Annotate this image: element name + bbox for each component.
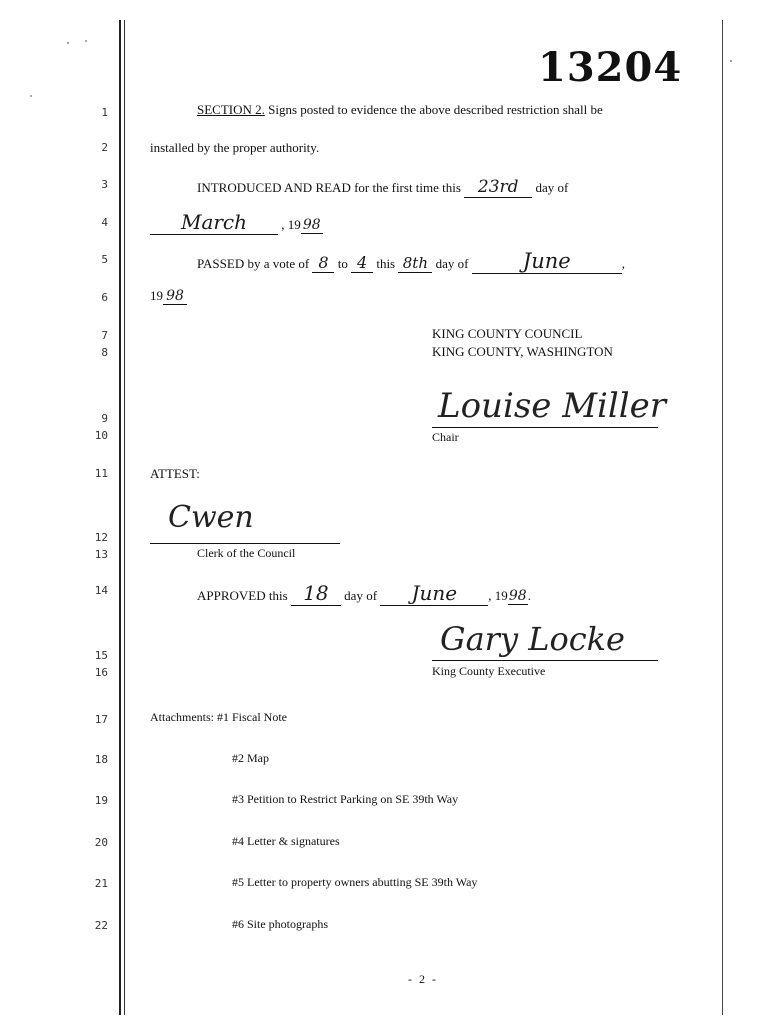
approved-period: .	[527, 588, 532, 603]
chair-title: Chair	[432, 430, 459, 444]
line-number: 19	[94, 794, 108, 807]
passed-month: June	[472, 249, 622, 274]
line-number: 1	[101, 106, 108, 119]
introduced-month-line	[150, 210, 323, 235]
approved-text: APPROVED this	[197, 588, 288, 603]
attest-label: ATTEST:	[150, 466, 200, 481]
attachment-item: #5 Letter to property owners abutting SE 39th Way	[232, 875, 478, 889]
approved-year-prefix: , 19	[488, 588, 508, 603]
passed-year-line	[150, 288, 187, 305]
line-number: 8	[101, 346, 108, 359]
section-heading: SECTION 2.	[197, 102, 265, 117]
introduced-year-prefix: , 19	[281, 217, 301, 232]
passed-line	[197, 249, 625, 274]
line-number: 6	[101, 291, 108, 304]
introduced-day-of: day of	[535, 180, 569, 195]
line-number: 5	[101, 253, 108, 266]
introduced-line	[197, 177, 568, 198]
passed-day: 8th	[398, 254, 432, 273]
vote-against: 4	[351, 253, 373, 273]
line-number: 16	[94, 666, 108, 679]
chair-signature: Louise Miller	[438, 386, 667, 426]
scan-speck	[85, 40, 87, 42]
council-location: KING COUNTY, WASHINGTON	[432, 344, 613, 359]
line-number: 10	[94, 429, 108, 442]
executive-signature: Gary Locke	[440, 620, 625, 658]
passed-this: this	[376, 256, 396, 271]
passed-comma: ,	[621, 256, 625, 271]
scan-speck	[30, 95, 32, 97]
passed-to: to	[337, 256, 348, 271]
right-margin-rule	[722, 20, 723, 1015]
left-margin-rule-inner	[124, 20, 125, 1015]
line-number: 21	[94, 877, 108, 890]
section-text-a: Signs posted to evidence the above described restriction shall be	[268, 102, 603, 117]
clerk-signature: Cwen	[168, 500, 254, 535]
line-number: 12	[94, 531, 108, 544]
left-margin-rule	[119, 20, 121, 1015]
approved-year: 98	[508, 588, 527, 604]
clerk-title: Clerk of the Council	[197, 546, 296, 560]
line-number: 17	[94, 713, 108, 726]
approved-day-of: day of	[344, 588, 378, 603]
attachment-item: #4 Letter & signatures	[232, 834, 340, 848]
executive-signature-line	[432, 660, 658, 661]
section-2-line	[197, 102, 603, 118]
approved-line	[197, 581, 531, 606]
introduced-year: 98	[301, 217, 323, 234]
line-number: 18	[94, 753, 108, 766]
introduced-month: March	[150, 210, 278, 235]
scan-speck	[67, 42, 69, 44]
attachment-item: #2 Map	[232, 751, 269, 765]
line-number: 20	[94, 836, 108, 849]
introduced-text: INTRODUCED AND READ for the first time this	[197, 180, 461, 195]
line-number: 9	[101, 412, 108, 425]
introduced-day: 23rd	[464, 177, 532, 198]
line-number: 11	[94, 467, 108, 480]
clerk-signature-line	[150, 543, 340, 544]
line-number: 4	[101, 216, 108, 229]
chair-signature-line	[432, 427, 658, 428]
section-text-b: installed by the proper authority.	[150, 140, 320, 155]
attachment-item: #1 Fiscal Note	[216, 710, 287, 724]
council-name: KING COUNTY COUNCIL	[432, 326, 583, 341]
attachments-line	[150, 710, 287, 725]
scan-speck	[730, 60, 732, 62]
attachment-item: #3 Petition to Restrict Parking on SE 39th Way	[232, 792, 459, 806]
line-number: 15	[94, 649, 108, 662]
attachment-item: #6 Site photographs	[232, 917, 328, 931]
passed-year-prefix: 19	[150, 288, 163, 303]
passed-day-of: day of	[435, 256, 469, 271]
passed-text: PASSED by a vote of	[197, 256, 310, 271]
vote-for: 8	[312, 253, 334, 273]
attachments-label: Attachments:	[150, 710, 214, 724]
line-number: 13	[94, 548, 108, 561]
line-number: 22	[94, 919, 108, 932]
approved-month: June	[380, 581, 488, 606]
line-number: 3	[101, 178, 108, 191]
passed-year: 98	[163, 288, 187, 305]
line-number: 7	[101, 329, 108, 342]
document-number: 13204	[538, 44, 683, 91]
line-number: 2	[101, 141, 108, 154]
page-number: - 2 -	[408, 972, 438, 986]
executive-title: King County Executive	[432, 664, 546, 678]
line-number: 14	[94, 584, 108, 597]
approved-day: 18	[291, 581, 341, 606]
